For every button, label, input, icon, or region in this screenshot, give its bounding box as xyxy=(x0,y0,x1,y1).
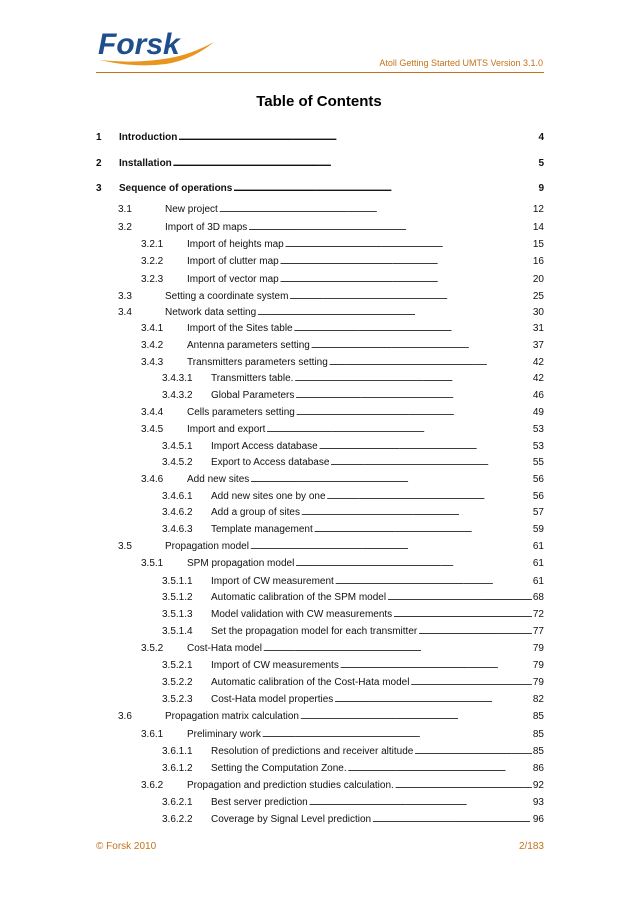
toc-entry-page: 61 xyxy=(532,541,544,553)
toc-entry[interactable] xyxy=(141,355,544,370)
toc-entry[interactable] xyxy=(162,574,544,589)
toc-heading: Table of Contents xyxy=(256,93,382,110)
toc-entry-number: 3.5.2.2 xyxy=(162,677,193,689)
toc-entry-page: 86 xyxy=(532,762,544,774)
toc-entry[interactable] xyxy=(162,795,544,810)
toc-leader-dots xyxy=(285,237,532,252)
toc-entry-page: 42 xyxy=(532,373,544,385)
toc-leader-dots xyxy=(257,305,532,320)
toc-leader-dots xyxy=(178,130,537,145)
header-divider xyxy=(96,72,544,73)
toc-entry-title: Best server prediction xyxy=(211,796,308,808)
toc-entry-page: 49 xyxy=(532,406,544,418)
toc-entry[interactable] xyxy=(118,539,544,554)
toc-entry-page: 85 xyxy=(532,728,544,740)
toc-leader-dots xyxy=(250,472,532,487)
toc-entry-page: 30 xyxy=(532,306,544,318)
toc-entry-page: 20 xyxy=(532,273,544,285)
toc-entry-page: 61 xyxy=(532,575,544,587)
toc-entry[interactable] xyxy=(118,709,544,724)
toc-entry-number: 3.5.1.4 xyxy=(162,625,193,637)
toc-entry-number: 3.2.1 xyxy=(141,239,164,251)
toc-entry[interactable] xyxy=(96,130,544,145)
toc-entry-number: 3.4.5.2 xyxy=(162,456,193,468)
toc-entry-page: 31 xyxy=(532,322,544,334)
toc-leader-dots xyxy=(280,272,532,287)
toc-entry-number: 3.5.2.1 xyxy=(162,660,193,672)
toc-entry-page: 25 xyxy=(532,290,544,302)
toc-entry-page: 12 xyxy=(532,204,544,216)
toc-leader-dots xyxy=(330,455,531,470)
toc-entry-page: 15 xyxy=(532,239,544,251)
toc-entry-title: Import and export xyxy=(187,423,266,435)
toc-entry-number: 3.6.1.1 xyxy=(162,745,193,757)
footer-page-indicator: 2/183 xyxy=(518,841,544,852)
toc-entry[interactable] xyxy=(162,607,544,622)
toc-entry-page: 61 xyxy=(532,558,544,570)
toc-leader-dots xyxy=(301,505,532,520)
toc-leader-dots xyxy=(280,254,532,269)
toc-entry-number: 3.4.5.1 xyxy=(162,440,193,452)
toc-entry-title: Import of CW measurements xyxy=(211,660,339,672)
toc-entry-page: 14 xyxy=(532,222,544,234)
toc-leader-dots xyxy=(395,778,532,793)
toc-entry[interactable] xyxy=(118,202,544,217)
toc-entry-number: 3.4.3.1 xyxy=(162,373,193,385)
toc-entry-title: Antenna parameters setting xyxy=(187,340,310,352)
toc-entry[interactable] xyxy=(162,489,544,504)
toc-entry-page: 85 xyxy=(532,711,544,723)
toc-entry-number: 3.5.2 xyxy=(141,643,164,655)
toc-leader-dots xyxy=(296,405,532,420)
toc-entry-page: 82 xyxy=(532,694,544,706)
toc-entry-page: 5 xyxy=(538,157,544,169)
toc-entry[interactable] xyxy=(162,439,544,454)
toc-leader-dots xyxy=(173,156,538,171)
toc-entry-number: 3.2.2 xyxy=(141,256,164,268)
toc-entry-page: 37 xyxy=(532,340,544,352)
toc-leader-dots xyxy=(289,289,531,304)
toc-entry-number: 3 xyxy=(96,183,102,195)
toc-leader-dots xyxy=(314,522,532,537)
toc-entry-number: 2 xyxy=(96,157,102,169)
forsk-logo xyxy=(96,24,218,68)
toc-leader-dots xyxy=(233,181,537,196)
toc-entry-number: 3.6 xyxy=(118,711,132,723)
logo-text: Forsk xyxy=(98,28,180,61)
toc-entry-number: 3.2 xyxy=(118,222,132,234)
toc-entry-number: 3.4.6 xyxy=(141,473,164,485)
toc-entry-page: 85 xyxy=(532,745,544,757)
toc-entry-page: 72 xyxy=(532,608,544,620)
toc-entry-number: 3.6.2.1 xyxy=(162,796,193,808)
toc-entry-title: Coverage by Signal Level prediction xyxy=(211,814,372,825)
toc-entry[interactable] xyxy=(141,237,544,252)
toc-entry[interactable] xyxy=(162,522,544,537)
toc-leader-dots xyxy=(334,692,532,707)
toc-leader-dots xyxy=(262,727,532,742)
toc-entry-number: 3.4.5 xyxy=(141,423,164,435)
toc-entry[interactable] xyxy=(162,692,544,707)
toc-entry-title: Model validation with CW measurements xyxy=(211,608,393,620)
toc-entry-page: 68 xyxy=(532,591,544,603)
toc-entry[interactable] xyxy=(96,156,544,171)
toc-entry[interactable] xyxy=(162,590,544,605)
toc-entry-number: 3.2.3 xyxy=(141,273,164,285)
toc-entry-title: Transmitters table. xyxy=(211,373,294,385)
toc-entry-title: Add new sites one by one xyxy=(211,491,326,503)
toc-entry-page: 79 xyxy=(532,677,544,689)
toc-entry-title: Introduction xyxy=(119,132,178,143)
toc-entry[interactable] xyxy=(118,220,544,235)
toc-entry-page: 92 xyxy=(532,779,544,791)
toc-entry-number: 3.5.2.3 xyxy=(162,694,193,706)
toc-entry-title: Export to Access database xyxy=(211,456,330,468)
toc-entry-number: 3.5 xyxy=(118,541,132,553)
toc-leader-dots xyxy=(410,675,531,690)
toc-entry[interactable] xyxy=(141,556,544,571)
toc-entry-title: Sequence of operations xyxy=(119,183,233,195)
toc-entry-number: 3.5.1.2 xyxy=(162,591,193,603)
toc-entry-title: Setting a coordinate system xyxy=(165,290,289,302)
toc-entry-number: 3.4.1 xyxy=(141,322,164,334)
toc-entry-page: 53 xyxy=(532,423,544,435)
toc-entry-number: 3.4.3 xyxy=(141,357,164,369)
toc-entry-title: Import of clutter map xyxy=(187,256,279,268)
toc-entry[interactable] xyxy=(162,371,544,386)
toc-entry-page: 77 xyxy=(532,625,544,637)
toc-entry[interactable] xyxy=(118,305,544,320)
toc-leader-dots xyxy=(418,624,532,639)
toc-leader-dots xyxy=(309,795,532,810)
toc-entry-title: Set the propagation model for each transmitter xyxy=(211,625,418,637)
toc-leader-dots xyxy=(335,574,532,589)
toc-entry-page: 53 xyxy=(532,440,544,452)
toc-entry-title: Import of heights map xyxy=(187,239,284,251)
toc-entry[interactable] xyxy=(141,254,544,269)
toc-entry-page: 79 xyxy=(532,660,544,672)
toc-entry[interactable] xyxy=(141,472,544,487)
toc-entry[interactable] xyxy=(141,338,544,353)
toc-entry-number: 3.5.1 xyxy=(141,558,164,570)
toc-entry-number: 1 xyxy=(96,132,102,143)
toc-leader-dots xyxy=(295,556,532,571)
toc-entry[interactable] xyxy=(141,272,544,287)
toc-entry[interactable] xyxy=(141,778,544,793)
toc-entry[interactable] xyxy=(141,405,544,420)
toc-entry-number: 3.6.1.2 xyxy=(162,762,193,774)
document-title: Atoll Getting Started UMTS Version 3.1.0 xyxy=(379,58,543,68)
toc-entry-title: Cells parameters setting xyxy=(187,406,295,418)
toc-entry-title: Import of vector map xyxy=(187,273,279,285)
toc-entry-number: 3.5.1.3 xyxy=(162,608,193,620)
toc-leader-dots xyxy=(319,439,532,454)
toc-leader-dots xyxy=(387,590,532,605)
toc-entry-number: 3.6.2.2 xyxy=(162,814,193,825)
toc-entry-page: 96 xyxy=(532,814,544,825)
toc-entry-title: Installation xyxy=(119,157,172,169)
toc-entry-page: 79 xyxy=(532,643,544,655)
toc-entry[interactable] xyxy=(162,505,544,520)
toc-entry-page: 57 xyxy=(532,507,544,519)
toc-entry[interactable] xyxy=(141,321,544,336)
toc-entry-title: Import of CW measurement xyxy=(211,575,334,587)
toc-entry-page: 9 xyxy=(538,183,544,195)
toc-entry-number: 3.4.2 xyxy=(141,340,164,352)
toc-entry-title: New project xyxy=(165,204,218,216)
toc-entry-title: Import of the Sites table xyxy=(187,322,293,334)
toc-entry-page: 55 xyxy=(532,456,544,468)
toc-leader-dots xyxy=(311,338,532,353)
toc-entry-number: 3.6.1 xyxy=(141,728,164,740)
toc-entry-page: 16 xyxy=(532,256,544,268)
toc-entry-number: 3.5.1.1 xyxy=(162,575,193,587)
toc-entry-number: 3.4.6.1 xyxy=(162,491,193,503)
toc-entry-number: 3.4 xyxy=(118,306,132,318)
toc-entry-number: 3.4.6.2 xyxy=(162,507,193,519)
toc-entry[interactable] xyxy=(162,812,544,827)
toc-entry[interactable] xyxy=(162,388,544,403)
toc-entry-title: Automatic calibration of the Cost-Hata model xyxy=(211,677,410,689)
toc-entry-title: Setting the Computation Zone. xyxy=(211,762,347,774)
toc-entry[interactable] xyxy=(141,641,544,656)
toc-entry-title: Propagation and prediction studies calculation. xyxy=(187,779,394,791)
toc-entry-title: Template management xyxy=(211,524,313,536)
toc-leader-dots xyxy=(414,744,532,759)
toc-entry-title: SPM propagation model xyxy=(187,558,295,570)
toc-entry-title: Propagation model xyxy=(165,541,249,553)
toc-entry[interactable] xyxy=(141,422,544,437)
toc-entry[interactable] xyxy=(162,455,544,470)
toc-entry-title: Resolution of predictions and receiver altitude xyxy=(211,745,414,757)
toc-entry-number: 3.4.6.3 xyxy=(162,524,193,536)
toc-leader-dots xyxy=(219,202,532,217)
toc-entry-title: Import Access database xyxy=(211,440,318,452)
footer-copyright: © Forsk 2010 xyxy=(96,841,157,852)
toc-entry-title: Cost-Hata model xyxy=(187,643,263,655)
toc-entry-title: Add a group of sites xyxy=(211,507,300,519)
toc-leader-dots xyxy=(340,658,532,673)
toc-entry-number: 3.1 xyxy=(118,204,132,216)
toc-entry-title: Import of 3D maps xyxy=(165,222,248,234)
toc-entry[interactable] xyxy=(162,744,544,759)
toc-leader-dots xyxy=(294,371,531,386)
toc-leader-dots xyxy=(295,388,532,403)
toc-leader-dots xyxy=(300,709,532,724)
toc-leader-dots xyxy=(372,812,532,827)
toc-leader-dots xyxy=(393,607,532,622)
toc-entry-page: 56 xyxy=(532,473,544,485)
toc-entry[interactable] xyxy=(162,624,544,639)
toc-entry[interactable] xyxy=(118,289,544,304)
toc-entry[interactable] xyxy=(141,727,544,742)
toc-leader-dots xyxy=(294,321,532,336)
toc-entry-number: 3.4.4 xyxy=(141,406,164,418)
toc-entry-number: 3.4.3.2 xyxy=(162,390,193,402)
toc-leader-dots xyxy=(266,422,532,437)
toc-entry[interactable] xyxy=(162,675,544,690)
toc-entry-page: 4 xyxy=(538,132,544,143)
toc-leader-dots xyxy=(327,489,532,504)
toc-leader-dots xyxy=(263,641,532,656)
toc-leader-dots xyxy=(329,355,532,370)
toc-entry-number: 3.6.2 xyxy=(141,779,164,791)
toc-entry-page: 93 xyxy=(532,796,544,808)
toc-entry-title: Add new sites xyxy=(187,473,250,485)
toc-entry-number: 3.3 xyxy=(118,290,132,302)
toc-leader-dots xyxy=(348,761,532,776)
toc-entry-title: Cost-Hata model properties xyxy=(211,694,334,706)
toc-entry-title: Transmitters parameters setting xyxy=(187,357,328,369)
toc-entry-page: 56 xyxy=(532,491,544,503)
toc-entry-page: 42 xyxy=(532,357,544,369)
toc-entry-title: Automatic calibration of the SPM model xyxy=(211,591,387,603)
toc-leader-dots xyxy=(250,539,532,554)
toc-entry-title: Network data setting xyxy=(165,306,257,318)
toc-leader-dots xyxy=(248,220,532,235)
toc-entry-page: 46 xyxy=(532,390,544,402)
toc-entry-title: Global Parameters xyxy=(211,390,295,402)
toc-entry-title: Propagation matrix calculation xyxy=(165,711,299,723)
toc-entry[interactable] xyxy=(96,181,544,196)
toc-entry-page: 59 xyxy=(532,524,544,536)
toc-entry[interactable] xyxy=(162,761,544,776)
toc-entry[interactable] xyxy=(162,658,544,673)
toc-entry-title: Preliminary work xyxy=(187,728,261,740)
